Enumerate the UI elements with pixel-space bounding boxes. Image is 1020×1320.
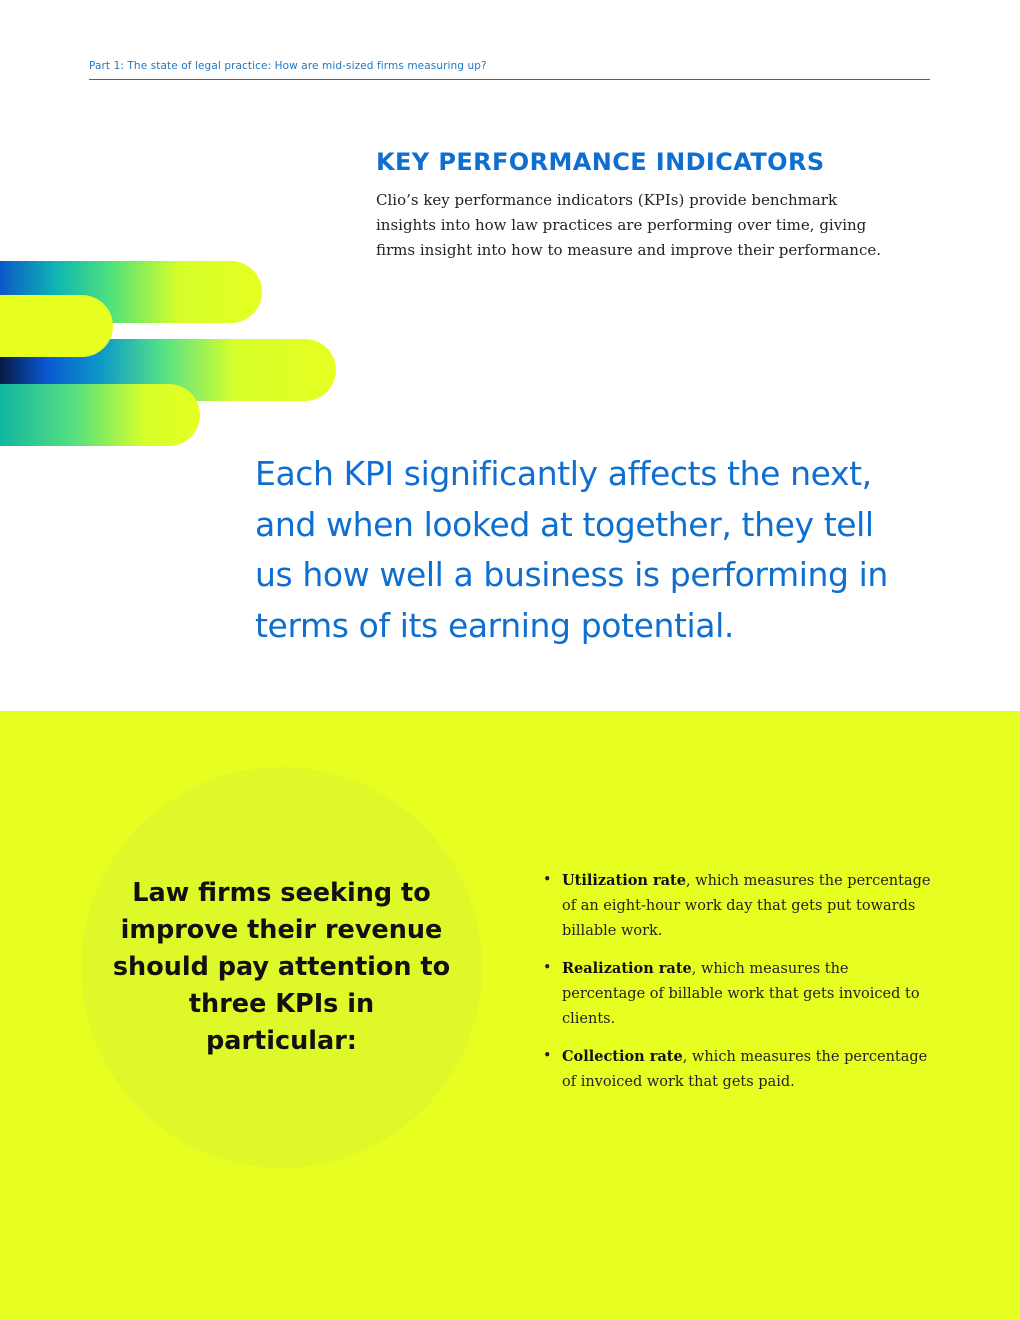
pull-quote: Each KPI significantly affects the next, and when looked at together, they tell us how well a business is performing in terms of its earning potential.	[255, 454, 888, 645]
list-item	[543, 868, 933, 944]
gradient-streak	[0, 295, 113, 357]
list-item	[543, 956, 933, 1032]
callout-text: Law firms seeking to improve their revenue should pay attention to three KPIs in particular:	[112, 878, 451, 1056]
list-item	[543, 1044, 933, 1095]
section-heading: KEY PERFORMANCE INDICATORS	[376, 148, 825, 176]
kpi-description: , which measures the percentage of invoiced work that gets paid.	[562, 1049, 928, 1090]
kpi-description: , which measures the percentage of an eight-hour work day that gets put towards billable work.	[562, 873, 931, 939]
kpi-name: Realization rate	[562, 960, 692, 977]
bullet-icon: •	[543, 1048, 552, 1064]
bullet-icon: •	[543, 960, 552, 976]
kpi-list	[543, 868, 933, 1107]
kpi-description: , which measures the percentage of billable work that gets invoiced to clients.	[562, 961, 920, 1027]
gradient-streak	[0, 384, 200, 446]
running-header: Part 1: The state of legal practice: How are mid-sized firms measuring up?	[89, 59, 930, 80]
kpi-intro-section	[376, 146, 916, 263]
callout-circle	[81, 767, 482, 1168]
bullet-icon: •	[543, 872, 552, 888]
section-body: Clio’s key performance indicators (KPIs) provide benchmark insights into how law practices are performing over time, giving firms insight into how to measure and improve their performance.	[376, 191, 881, 259]
decorative-gradient-streaks	[0, 258, 340, 453]
kpi-name: Utilization rate	[562, 872, 686, 889]
kpi-name: Collection rate	[562, 1048, 683, 1065]
